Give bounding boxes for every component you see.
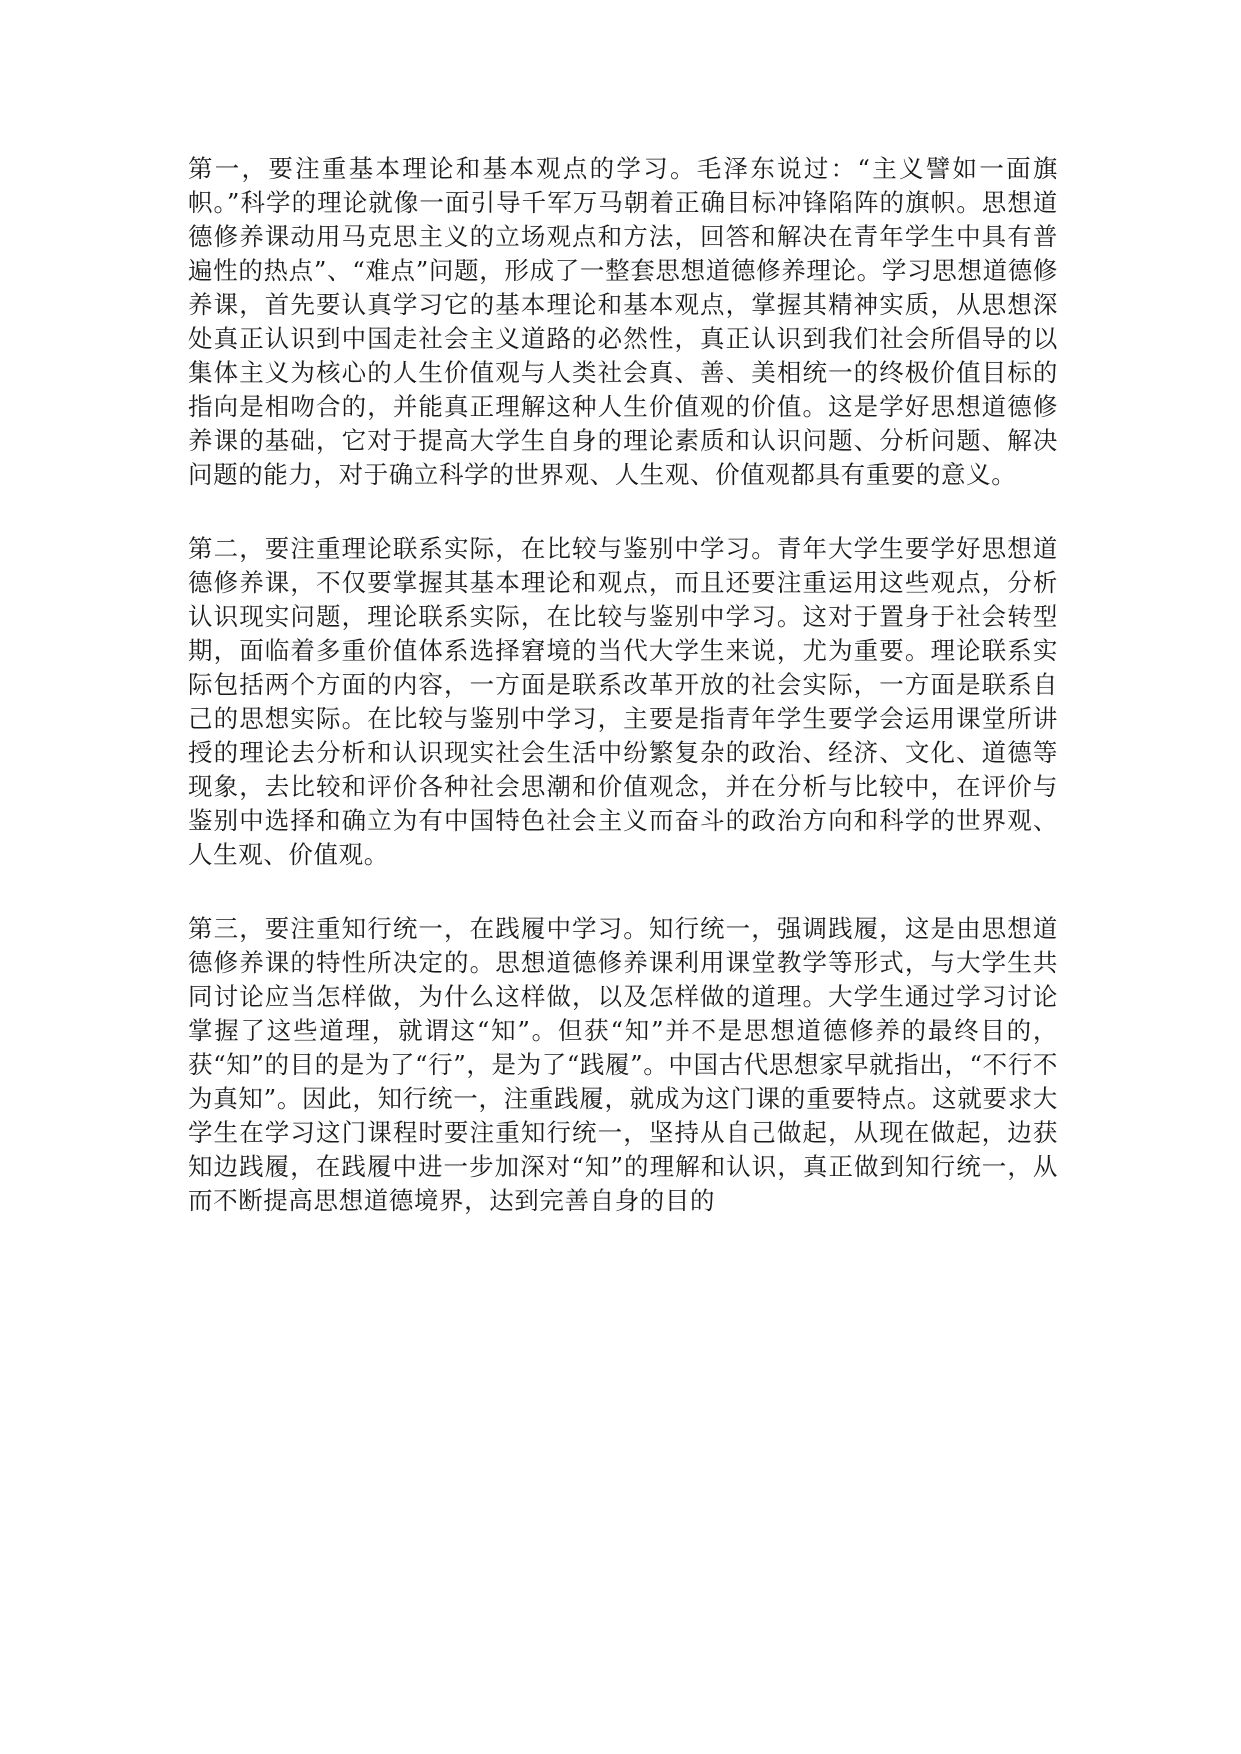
paragraph-second-point: 第二，要注重理论联系实际，在比较与鉴别中学习。青年大学生要学好思想道德修养课，不仅要掌握其基本理论和观点，而且还要注重运用这些观点，分析认识现实问题，理论联系实际，在比较与鉴别中学习。这对于置身于社会转型期，面临着多重价值体系选择窘境的当代大学生来说，尤为重要。理论联系实际包括两个方面的内容，一方面是联系改革开放的社会实际，一方面是联系自己的思想实际。在比较与鉴别中学习，主要是指青年学生要学会运用课堂所讲授的理论去分析和认识现实社会生活中纷繁复杂的政治、经济、文化、道德等现象，去比较和评价各种社会思潮和价值观念，并在分析与比较中，在评价与鉴别中选择和确立为有中国特色社会主义而奋斗的政治方向和科学的世界观、人生观、价值观。 xyxy=(188,534,1058,869)
document-body xyxy=(188,152,1058,1258)
paragraph-third-point: 第三，要注重知行统一，在践履中学习。知行统一，强调践履，这是由思想道德修养课的特性所决定的。思想道德修养课利用课堂教学等形式，与大学生共同讨论应当怎样做，为什么这样做，以及怎样做的道理。大学生通过学习讨论掌握了这些道理，就谓这“知”。但获“知”并不是思想道德修养的最终目的，获“知”的目的是为了“行”，是为了“践履”。中国古代思想家早就指出，“不行不为真知”。因此，知行统一，注重践履，就成为这门课的重要特点。这就要求大学生在学习这门课程时要注重知行统一，坚持从自己做起，从现在做起，边获知边践履，在践履中进一步加深对“知”的理解和认识，真正做到知行统一，从而不断提高思想道德境界，达到完善自身的目的 xyxy=(188,914,1058,1215)
paragraph-first-point: 第一，要注重基本理论和基本观点的学习。毛泽东说过：“主义譬如一面旗帜。”科学的理论就像一面引导千军万马朝着正确目标冲锋陷阵的旗帜。思想道德修养课动用马克思主义的立场观点和方法，回答和解决在青年学生中具有普遍性的热点”、“难点”问题，形成了一整套思想道德修养理论。学习思想道德修养课，首先要认真学习它的基本理论和基本观点，掌握其精神实质，从思想深处真正认识到中国走社会主义道路的必然性，真正认识到我们社会所倡导的以集体主义为核心的人生价值观与人类社会真、善、美相统一的终极价值目标的指向是相吻合的，并能真正理解这种人生价值观的价值。这是学好思想道德修养课的基础，它对于提高大学生自身的理论素质和认识问题、分析问题、解决问题的能力，对于确立科学的世界观、人生观、价值观都具有重要的意义。 xyxy=(188,154,1058,489)
